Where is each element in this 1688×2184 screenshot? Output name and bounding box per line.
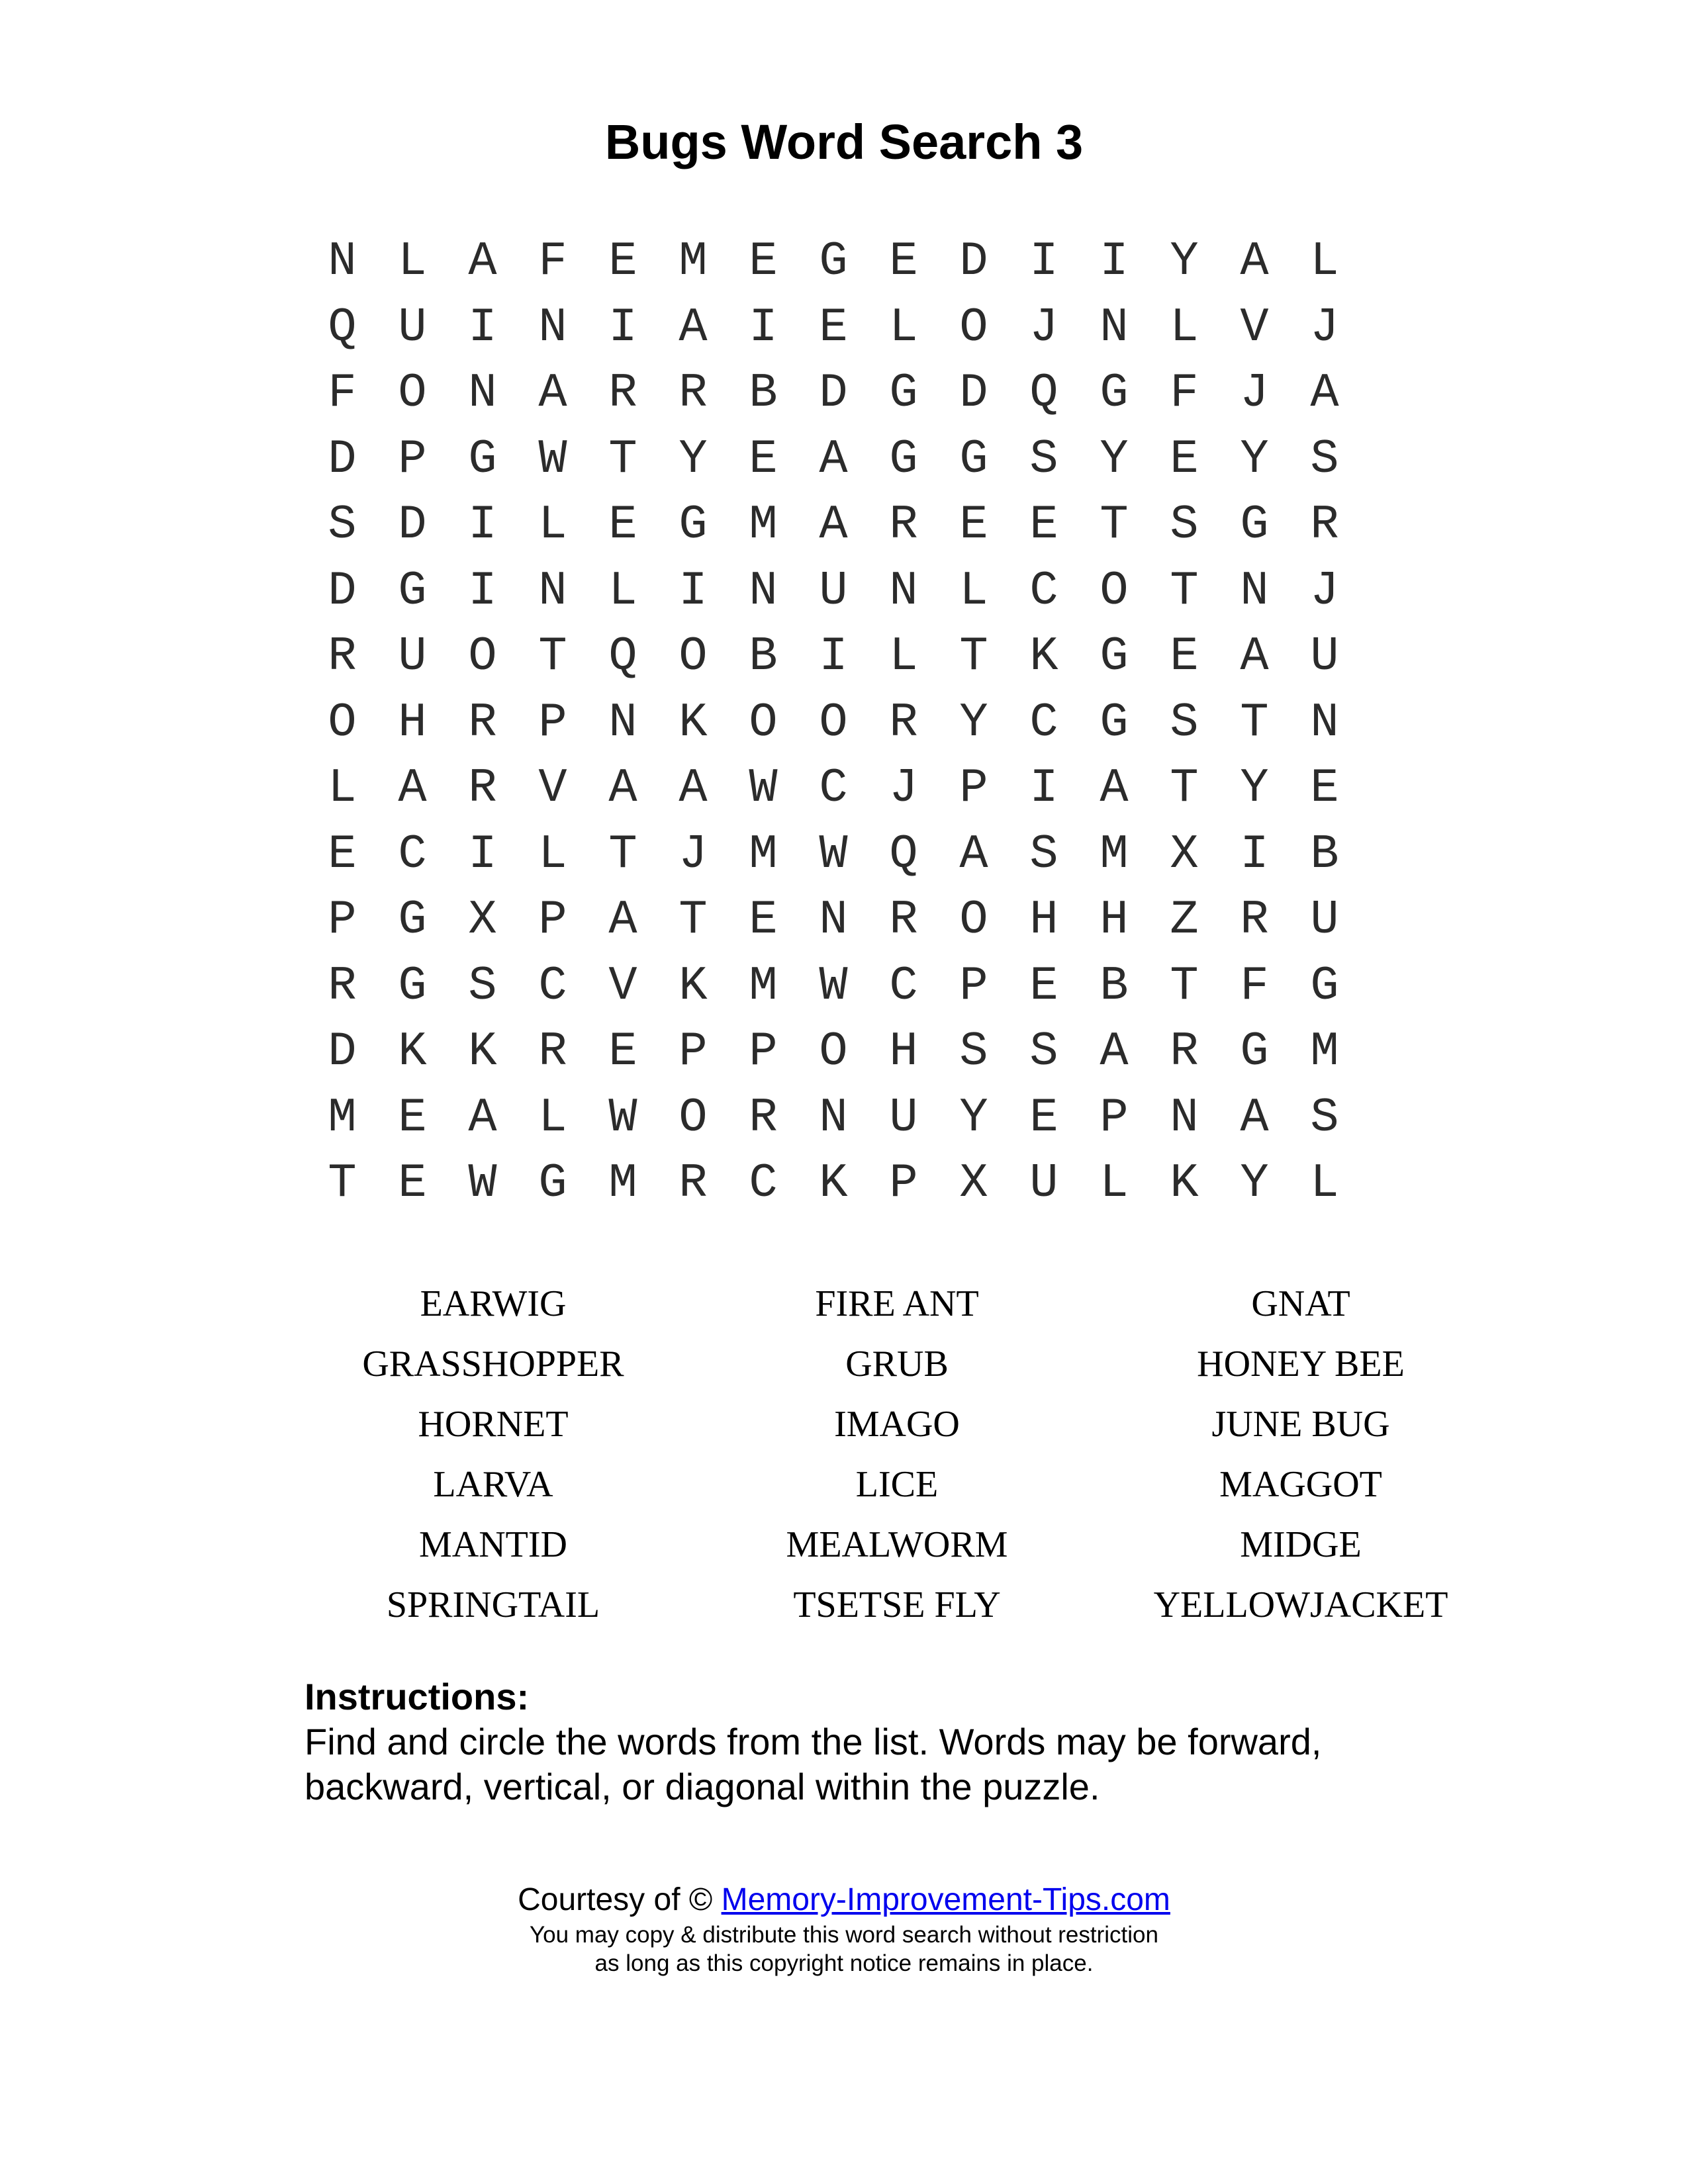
grid-letter: M [749,827,778,882]
grid-letter: E [959,498,988,552]
grid-letter: R [749,1090,778,1145]
grid-letter: L [959,563,988,618]
grid-letter: P [328,893,357,947]
grid-letter: T [608,432,637,486]
grid-letter: O [468,629,497,684]
grid-letter: W [819,958,848,1013]
grid-letter: A [1100,761,1129,815]
grid-letter: O [749,695,778,750]
grid-letter: G [1100,695,1129,750]
grid-letter: R [468,761,497,815]
word-list-item: TSETSE FLY [793,1584,1001,1625]
grid-letter: R [889,695,918,750]
grid-letter: W [538,432,567,486]
grid-letter: V [1240,300,1269,355]
word-list-item: MEALWORM [786,1524,1008,1565]
word-list-item: YELLOWJACKET [1153,1584,1448,1625]
grid-letter: L [538,827,567,882]
grid-letter: Y [1240,761,1269,815]
grid-letter: P [538,893,567,947]
grid-letter: E [608,1024,637,1079]
grid-letter: I [1240,827,1269,882]
grid-letter: G [398,563,427,618]
courtesy-prefix: Courtesy of © [518,1882,722,1917]
grid-letter: B [1310,827,1339,882]
grid-letter: I [1100,234,1129,289]
grid-letter: Q [889,827,918,882]
word-list-item: SPRINGTAIL [386,1584,600,1625]
grid-letter: N [538,300,567,355]
grid-letter: I [468,827,497,882]
grid-letter: S [1029,827,1058,882]
grid-letter: G [1240,1024,1269,1079]
grid-letter: B [1100,958,1129,1013]
grid-letter: P [538,695,567,750]
word-list-item: GRASSHOPPER [362,1343,624,1385]
grid-letter: V [538,761,567,815]
grid-letter: P [889,1156,918,1210]
grid-letter: T [959,629,988,684]
grid-letter: N [1100,300,1129,355]
grid-letter: G [468,432,497,486]
grid-letter: S [1170,695,1199,750]
grid-letter: E [1029,498,1058,552]
grid-letter: U [889,1090,918,1145]
word-list-item: HONEY BEE [1197,1343,1405,1385]
courtesy-line [0,1880,1688,1921]
word-list-item: GRUB [845,1343,949,1385]
grid-letter: S [1310,432,1339,486]
grid-letter: B [749,366,778,420]
grid-letter: L [889,629,918,684]
grid-letter: O [328,695,357,750]
word-list-item: HORNET [418,1404,569,1445]
instructions-line: backward, vertical, or diagonal within the puzzle. [305,1766,1100,1807]
grid-letter: U [819,563,848,618]
grid-letter: R [679,366,708,420]
grid-letter: P [398,432,427,486]
grid-letter: Y [959,1090,988,1145]
grid-letter: Y [1240,432,1269,486]
grid-letter: S [1029,432,1058,486]
grid-letter: I [468,498,497,552]
grid-letter: F [538,234,567,289]
word-list-item: FIRE ANT [815,1283,979,1324]
grid-letter: T [1170,958,1199,1013]
grid-letter: A [819,432,848,486]
grid-letter: O [679,1090,708,1145]
copyright-notice: as long as this copyright notice remains in place. [594,1950,1094,1976]
grid-letter: K [679,958,708,1013]
grid-letter: I [819,629,848,684]
grid-letter: O [959,893,988,947]
grid-letter: N [608,695,637,750]
grid-letter: A [959,827,988,882]
grid-letter: D [819,366,848,420]
grid-letter: E [328,827,357,882]
grid-letter: T [328,1156,357,1210]
grid-letter: I [1029,761,1058,815]
grid-letter: J [1310,563,1339,618]
grid-letter: S [1310,1090,1339,1145]
footer [0,1880,1688,1978]
grid-letter: Y [1170,234,1199,289]
grid-letter: F [328,366,357,420]
grid-letter: R [889,893,918,947]
grid-letter: L [1310,1156,1339,1210]
grid-letter: K [468,1024,497,1079]
grid-letter: E [749,893,778,947]
grid-letter: A [679,761,708,815]
grid-letter: R [1170,1024,1199,1079]
grid-letter: W [468,1156,497,1210]
grid-letter: Q [1029,366,1058,420]
word-list-item: LICE [855,1464,939,1505]
grid-letter: N [819,893,848,947]
grid-letter: S [1029,1024,1058,1079]
website-link[interactable]: Memory-Improvement-Tips.com [721,1882,1170,1917]
grid-letter: A [608,893,637,947]
grid-letter: L [1100,1156,1129,1210]
letter-grid [307,229,1360,1217]
grid-letter: N [1240,563,1269,618]
grid-letter: E [749,432,778,486]
grid-letter: G [538,1156,567,1210]
grid-letter: I [749,300,778,355]
grid-letter: E [819,300,848,355]
page-title: Bugs Word Search 3 [604,114,1084,169]
grid-letter: N [468,366,497,420]
word-list-item: EARWIG [420,1283,567,1324]
grid-letter: D [328,432,357,486]
instructions-heading: Instructions: [305,1676,530,1717]
grid-letter: A [679,300,708,355]
word-list [291,1274,1509,1635]
instructions-line: Find and circle the words from the list. Words may be forward, [305,1721,1322,1762]
word-list-item: MAGGOT [1219,1464,1382,1505]
grid-letter: L [538,498,567,552]
grid-letter: G [1100,366,1129,420]
grid-letter: A [468,1090,497,1145]
grid-letter: W [749,761,778,815]
grid-letter: G [1100,629,1129,684]
grid-letter: L [608,563,637,618]
grid-letter: N [538,563,567,618]
grid-letter: Z [1170,893,1199,947]
grid-letter: J [1029,300,1058,355]
grid-letter: G [398,893,427,947]
grid-letter: E [608,498,637,552]
grid-letter: A [468,234,497,289]
grid-letter: G [889,366,918,420]
grid-letter: U [398,300,427,355]
grid-letter: U [398,629,427,684]
grid-letter: N [889,563,918,618]
grid-letter: T [1100,498,1129,552]
grid-letter: O [1100,563,1129,618]
grid-letter: D [328,1024,357,1079]
grid-letter: D [959,366,988,420]
grid-letter: K [679,695,708,750]
word-list-item: MANTID [419,1524,567,1565]
grid-letter: T [1170,563,1199,618]
grid-letter: D [398,498,427,552]
grid-letter: E [1170,432,1199,486]
grid-letter: M [749,498,778,552]
grid-letter: M [1100,827,1129,882]
grid-letter: H [889,1024,918,1079]
grid-letter: C [1029,563,1058,618]
grid-letter: P [1100,1090,1129,1145]
grid-letter: E [1170,629,1199,684]
grid-letter: F [1240,958,1269,1013]
grid-letter: G [398,958,427,1013]
grid-letter: R [328,958,357,1013]
grid-letter: W [819,827,848,882]
grid-letter: T [1240,695,1269,750]
grid-letter: H [398,695,427,750]
grid-letter: P [959,761,988,815]
word-list-item: JUNE BUG [1211,1404,1390,1445]
grid-letter: J [1240,366,1269,420]
grid-letter: C [398,827,427,882]
grid-letter: I [1029,234,1058,289]
grid-letter: U [1310,893,1339,947]
grid-letter: O [819,695,848,750]
grid-letter: L [1310,234,1339,289]
grid-letter: G [819,234,848,289]
grid-letter: A [819,498,848,552]
grid-letter: N [749,563,778,618]
grid-letter: G [679,498,708,552]
grid-letter: N [328,234,357,289]
grid-letter: S [959,1024,988,1079]
grid-letter: T [608,827,637,882]
grid-letter: L [328,761,357,815]
grid-letter: R [1310,498,1339,552]
grid-letter: E [608,234,637,289]
grid-letter: C [749,1156,778,1210]
grid-letter: A [1100,1024,1129,1079]
grid-letter: E [398,1156,427,1210]
grid-letter: I [468,300,497,355]
grid-letter: C [819,761,848,815]
grid-letter: N [819,1090,848,1145]
word-list-item: LARVA [433,1464,553,1505]
grid-letter: J [679,827,708,882]
grid-letter: P [749,1024,778,1079]
grid-letter: L [398,234,427,289]
grid-letter: Y [1100,432,1129,486]
grid-letter: I [679,563,708,618]
grid-letter: G [1240,498,1269,552]
grid-letter: L [889,300,918,355]
word-list-item: IMAGO [834,1404,960,1445]
grid-letter: U [1310,629,1339,684]
grid-letter: E [1310,761,1339,815]
grid-letter: O [819,1024,848,1079]
grid-letter: R [889,498,918,552]
grid-letter: H [1100,893,1129,947]
grid-letter: K [1170,1156,1199,1210]
grid-letter: T [1170,761,1199,815]
grid-letter: V [608,958,637,1013]
grid-letter: A [1240,1090,1269,1145]
grid-letter: Y [1240,1156,1269,1210]
grid-letter: T [538,629,567,684]
grid-letter: X [468,893,497,947]
word-list-item: MIDGE [1240,1524,1362,1565]
word-list-item: GNAT [1251,1283,1350,1324]
grid-letter: S [468,958,497,1013]
grid-letter: M [679,234,708,289]
grid-letter: Y [679,432,708,486]
grid-letter: B [749,629,778,684]
grid-letter: C [889,958,918,1013]
grid-letter: G [1310,958,1339,1013]
grid-letter: X [1170,827,1199,882]
grid-letter: O [398,366,427,420]
grid-letter: R [328,629,357,684]
grid-letter: A [538,366,567,420]
grid-letter: J [1310,300,1339,355]
grid-letter: M [328,1090,357,1145]
grid-letter: E [1029,1090,1058,1145]
grid-letter: D [328,563,357,618]
grid-letter: P [679,1024,708,1079]
grid-letter: M [608,1156,637,1210]
grid-letter: M [749,958,778,1013]
grid-letter: F [1170,366,1199,420]
grid-letter: I [468,563,497,618]
grid-letter: O [959,300,988,355]
grid-letter: X [959,1156,988,1210]
grid-letter: A [398,761,427,815]
grid-letter: L [1170,300,1199,355]
grid-letter: R [468,695,497,750]
grid-letter: R [1240,893,1269,947]
instructions [305,1674,1496,1809]
grid-letter: H [1029,893,1058,947]
grid-letter: A [608,761,637,815]
grid-letter: A [1240,629,1269,684]
grid-letter: E [749,234,778,289]
grid-letter: U [1029,1156,1058,1210]
grid-letter: L [538,1090,567,1145]
grid-letter: I [608,300,637,355]
copyright-notice: You may copy & distribute this word search without restriction [530,1922,1158,1948]
grid-letter: A [1240,234,1269,289]
grid-letter: Y [959,695,988,750]
grid-letter: G [959,432,988,486]
grid-letter: E [889,234,918,289]
grid-letter: J [889,761,918,815]
grid-letter: E [1029,958,1058,1013]
grid-letter: D [959,234,988,289]
grid-letter: R [538,1024,567,1079]
grid-letter: M [1310,1024,1339,1079]
grid-letter: N [1310,695,1339,750]
grid-letter: E [398,1090,427,1145]
grid-letter: K [819,1156,848,1210]
grid-letter: K [1029,629,1058,684]
grid-letter: S [1170,498,1199,552]
grid-letter: Q [608,629,637,684]
grid-letter: S [328,498,357,552]
grid-letter: R [608,366,637,420]
grid-letter: G [889,432,918,486]
grid-letter: K [398,1024,427,1079]
grid-letter: T [679,893,708,947]
grid-letter: C [1029,695,1058,750]
grid-letter: W [608,1090,637,1145]
grid-letter: Q [328,300,357,355]
grid-letter: P [959,958,988,1013]
grid-letter: C [538,958,567,1013]
grid-letter: R [679,1156,708,1210]
grid-letter: A [1310,366,1339,420]
grid-letter: N [1170,1090,1199,1145]
grid-letter: O [679,629,708,684]
